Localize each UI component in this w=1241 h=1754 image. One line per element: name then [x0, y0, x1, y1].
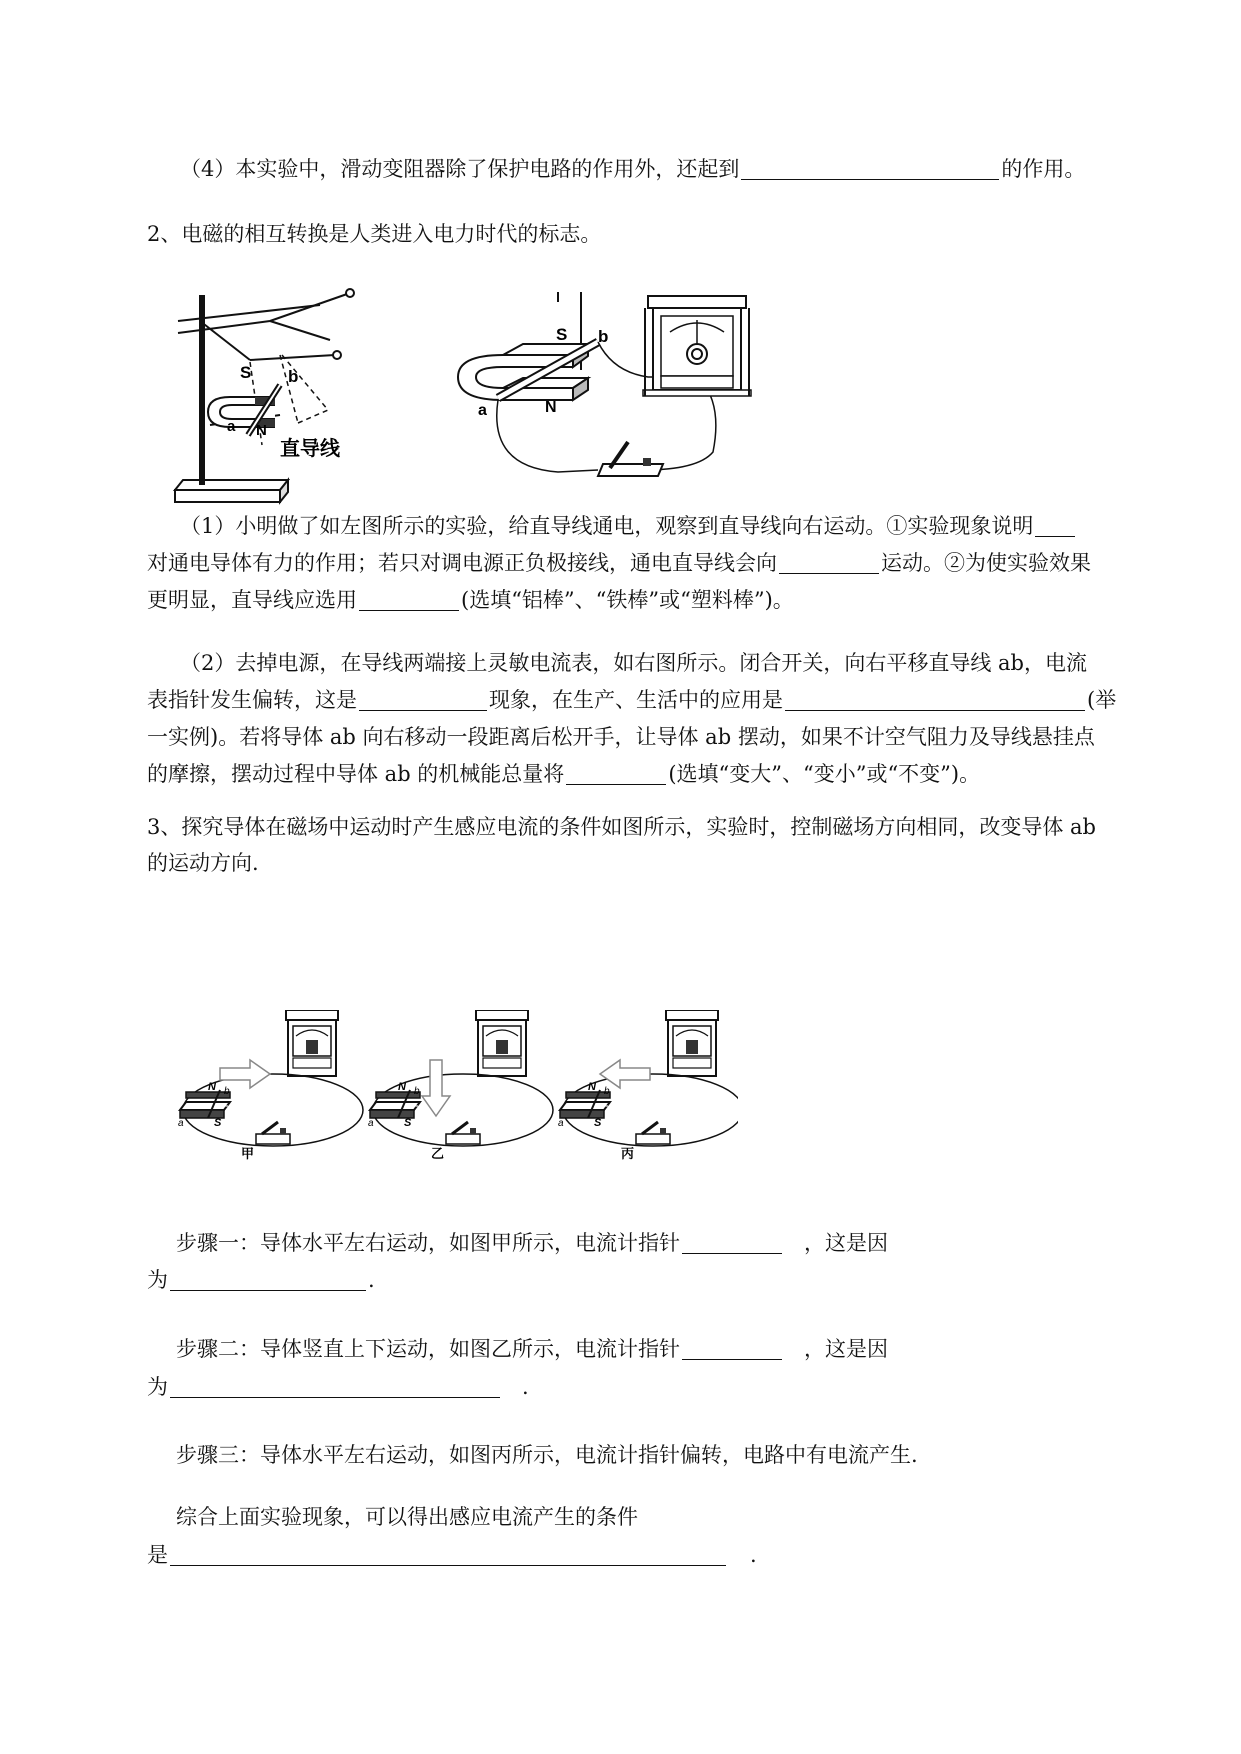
answer-blank[interactable] — [785, 688, 1085, 711]
question-2-title: 2、电磁的相互转换是人类进入电力时代的标志。 — [147, 222, 602, 246]
step-3: 步骤三：导体水平左右运动，如图丙所示，电流计指针偏转，电路中有电流产生. — [176, 1443, 918, 1467]
answer-blank[interactable] — [779, 551, 879, 574]
answer-blank[interactable] — [682, 1231, 782, 1254]
pole-s-label: S — [214, 1117, 222, 1129]
answer-blank[interactable] — [170, 1268, 366, 1291]
question-2-part-1-line-3 — [147, 585, 794, 615]
text: 为 — [147, 1375, 168, 1399]
summary-line-1: 综合上面实验现象，可以得出感应电流产生的条件 — [176, 1505, 638, 1529]
text: 对通电导体有力的作用；若只对调电源正负极接线，通电直导线会向 — [147, 551, 777, 575]
question-2-part-2-line-3: 一实例)。若将导体 ab 向右移动一段距离后松开手，让导体 ab 摆动，如果不计空气阻力及导线悬挂点 — [147, 725, 1095, 749]
question-2-part-2-line-1: （2）去掉电源，在导线两端接上灵敏电流表，如右图所示。闭合开关，向右平移直导线 ab，电流 — [180, 651, 1087, 675]
end-a-label: a — [227, 418, 236, 435]
text: 的作用。 — [1001, 157, 1086, 181]
end-a-label: a — [558, 1118, 564, 1129]
step-1-line-1 — [176, 1228, 888, 1258]
text: 为 — [147, 1268, 168, 1292]
pole-n-label: N — [398, 1081, 406, 1093]
pole-s-label: S — [240, 363, 252, 382]
end-a-label: a — [368, 1118, 374, 1129]
panel-caption: 甲 — [241, 1146, 255, 1161]
step-1-line-2 — [147, 1265, 375, 1295]
answer-blank[interactable] — [566, 762, 666, 785]
text: 的摩擦，摆动过程中导体 ab 的机械能总量将 — [147, 762, 565, 786]
pole-n-label: N — [256, 422, 267, 439]
pole-n-label: N — [588, 1081, 596, 1093]
end-b-label: b — [224, 1086, 230, 1097]
answer-blank[interactable] — [359, 688, 487, 711]
text: (选填“变大”、“变小”或“不变”)。 — [668, 762, 981, 786]
end-a-label: a — [178, 1118, 184, 1129]
summary-line-2 — [147, 1540, 757, 1570]
panel-caption: 乙 — [431, 1146, 445, 1161]
question-2-part-2-line-4 — [147, 759, 980, 789]
panel-caption: 丙 — [621, 1146, 635, 1161]
question-2-part-2-line-2 — [147, 685, 1116, 715]
step-2-line-2 — [147, 1372, 529, 1402]
pole-n-label: N — [208, 1081, 216, 1093]
end-a-label: a — [478, 402, 487, 419]
answer-blank[interactable] — [359, 588, 459, 611]
question-2-part-1-line-2 — [147, 548, 1091, 578]
figure-q3-panels — [178, 1010, 738, 1165]
text: （1）小明做了如左图所示的实验，给直导线通电，观察到直导线向右运动。①实验现象说明 — [180, 514, 1034, 538]
answer-blank[interactable] — [170, 1375, 500, 1398]
text: 步骤一：导体水平左右运动，如图甲所示，电流计指针 — [176, 1231, 680, 1255]
question-2-part-1-line-1 — [180, 511, 1077, 541]
figure-right-galvanometer-circuit — [448, 292, 778, 517]
answer-blank[interactable] — [682, 1337, 782, 1360]
text: ，这是因 — [804, 1231, 888, 1255]
text: 现象，在生产、生活中的应用是 — [489, 688, 783, 712]
answer-blank[interactable] — [741, 157, 999, 180]
text: 步骤二：导体竖直上下运动，如图乙所示，电流计指针 — [176, 1337, 680, 1361]
text: 是 — [147, 1543, 168, 1567]
text: (选填“铝棒”、“铁棒”或“塑料棒”)。 — [461, 588, 794, 612]
question-3-line-2: 的运动方向. — [147, 851, 259, 875]
text: （4）本实验中，滑动变阻器除了保护电路的作用外，还起到 — [180, 157, 740, 181]
pole-s-label: S — [404, 1117, 412, 1129]
answer-blank[interactable] — [170, 1543, 726, 1566]
end-b-label: b — [414, 1086, 420, 1097]
text: 更明显，直导线应选用 — [147, 588, 357, 612]
step-2-line-1 — [176, 1334, 888, 1364]
question-3-line-1: 3、探究导体在磁场中运动时产生感应电流的条件如图所示，实验时，控制磁场方向相同，改变导体 ab — [147, 815, 1096, 839]
text: (举 — [1087, 688, 1117, 712]
wire-label: 直导线 — [280, 438, 340, 460]
text: . — [522, 1375, 529, 1399]
pole-s-label: S — [594, 1117, 602, 1129]
text: 表指针发生偏转，这是 — [147, 688, 357, 712]
text: 运动。②为使实验效果 — [881, 551, 1091, 575]
text: ，这是因 — [804, 1337, 888, 1361]
end-b-label: b — [604, 1086, 610, 1097]
answer-blank[interactable] — [1035, 514, 1075, 537]
pole-n-label: N — [545, 399, 557, 416]
end-b-label: b — [598, 327, 609, 346]
text: . — [750, 1543, 757, 1567]
figure-left-wire-in-magnet — [170, 285, 410, 525]
question-1-part-4 — [180, 154, 1085, 184]
pole-s-label: S — [556, 325, 568, 344]
text: . — [368, 1268, 375, 1292]
end-b-label: b — [288, 367, 299, 386]
